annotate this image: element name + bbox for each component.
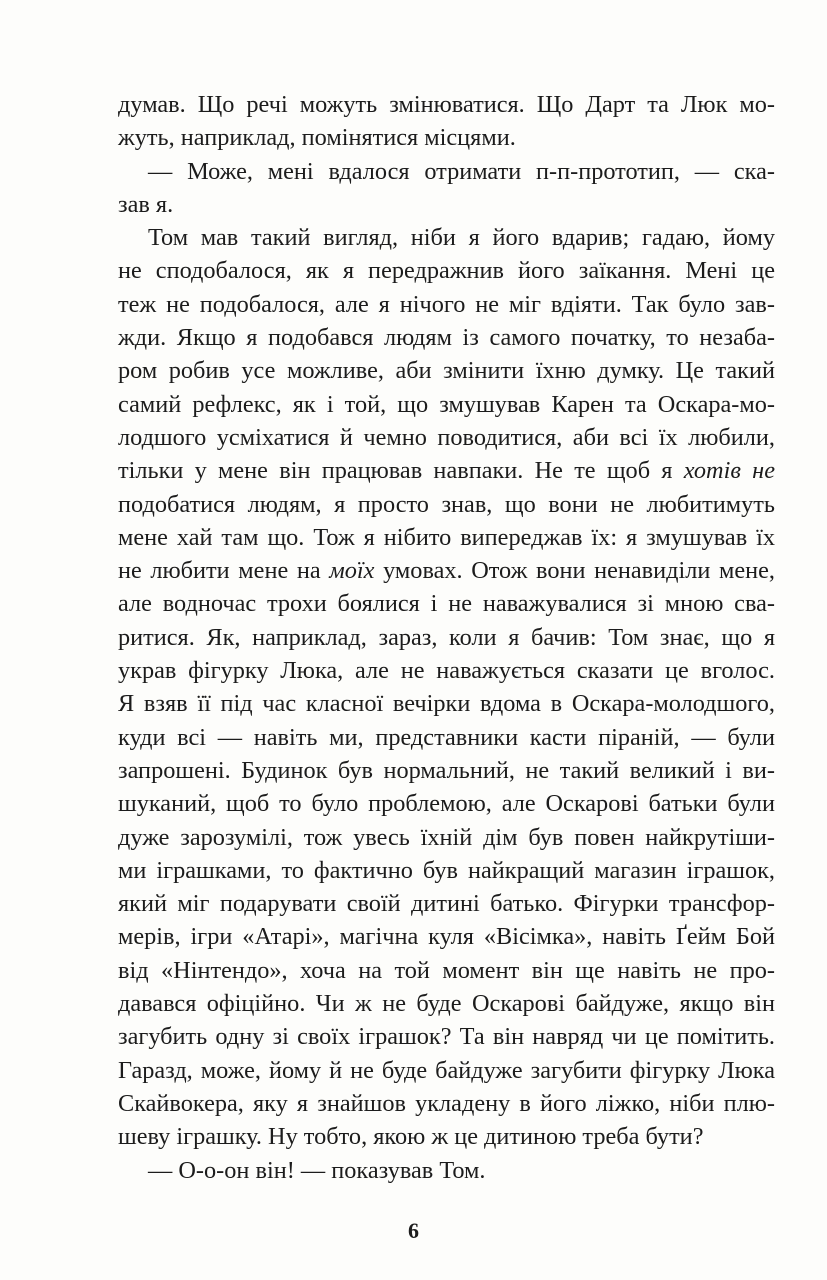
text-line: зав я. bbox=[118, 190, 174, 218]
text-line: подобатися людям, я просто знав, що вони не любитимуть bbox=[118, 490, 775, 518]
text-line: жуть, наприклад, помінятися місцями. bbox=[118, 124, 516, 152]
italic-emphasis: хотів не bbox=[683, 457, 775, 485]
text-line: Я взяв її під час класної вечірки вдома в Оскара-молодшого, bbox=[118, 690, 775, 718]
book-page-text bbox=[118, 88, 775, 1187]
text-line: який міг подарувати своїй дитині батько. Фігурки трансфор- bbox=[118, 890, 775, 918]
text-line: лодшого усміхатися й чемно поводитися, аби всі їх любили, bbox=[118, 423, 775, 451]
text-line: Скайвокера, яку я знайшов укладену в його ліжко, ніби плю- bbox=[118, 1089, 775, 1117]
text-line: думав. Що речі можуть змінюватися. Що Дарт та Люк мо- bbox=[118, 91, 775, 118]
text-line: — О-о-он він! — показував Том. bbox=[148, 1156, 486, 1184]
text-line: ми іграшками, то фактично був найкращий магазин іграшок, bbox=[118, 856, 775, 884]
text-line: самий рефлекс, як і той, що змушував Карен та Оскара-мо- bbox=[118, 390, 775, 418]
text-segment: не любити мене на bbox=[118, 557, 330, 585]
text-line: Гаразд, може, йому й не буде байдуже загубити фігурку Люка bbox=[118, 1056, 775, 1084]
text-line bbox=[118, 554, 775, 587]
text-line: Том мав такий вигляд, ніби я його вдарив; гадаю, йому bbox=[148, 224, 775, 252]
text-line: від «Нінтендо», хоча на той момент він ще навіть не про- bbox=[118, 956, 775, 984]
text-line bbox=[118, 454, 775, 487]
text-line: давався офіційно. Чи ж не буде Оскарові байдуже, якщо він bbox=[118, 990, 775, 1018]
italic-emphasis: моїх bbox=[329, 557, 375, 585]
text-line: теж не подобалося, але я нічого не міг вдіяти. Так було зав- bbox=[118, 290, 775, 318]
text-line: дуже зарозумілі, тож увесь їхній дім був повен найкрутіши- bbox=[118, 823, 775, 851]
text-line: украв фігурку Люка, але не наважується сказати це вголос. bbox=[118, 657, 775, 685]
text-line: мене хай там що. Тож я нібито випереджав їх: я змушував їх bbox=[118, 523, 775, 551]
text-line: — Може, мені вдалося отримати п-п-прототип, — ска- bbox=[148, 157, 775, 185]
text-line: ритися. Як, наприклад, зараз, коли я бачив: Том знає, що я bbox=[118, 623, 775, 651]
text-line: куди всі — навіть ми, представники касти піраній, — були bbox=[118, 723, 775, 751]
text-line: жди. Якщо я подобався людям із самого початку, то незаба- bbox=[118, 324, 775, 352]
text-line: запрошені. Будинок був нормальний, не такий великий і ви- bbox=[118, 756, 775, 784]
text-segment: тільки у мене він працював навпаки. Не те щоб я bbox=[118, 457, 684, 485]
text-line: загубить одну зі своїх іграшок? Та він навряд чи це помітить. bbox=[118, 1023, 775, 1051]
text-line: але водночас трохи боялися і не наважувалися зі мною сва- bbox=[118, 590, 775, 618]
text-line: не сподобалося, як я передражнив його заїкання. Мені це bbox=[118, 257, 775, 285]
text-line: мерів, ігри «Атарі», магічна куля «Вісімка», навіть Ґейм Бой bbox=[118, 923, 775, 951]
text-segment: умовах. Отож вони ненавиділи мене, bbox=[374, 557, 776, 585]
text-line: шуканий, щоб то було проблемою, але Оскарові батьки були bbox=[118, 790, 775, 818]
text-line: ром робив усе можливе, аби змінити їхню думку. Це такий bbox=[118, 357, 775, 385]
page-number: 6 bbox=[408, 1218, 419, 1243]
text-line: шеву іграшку. Ну тобто, якою ж це дитиною треба бути? bbox=[118, 1123, 704, 1151]
